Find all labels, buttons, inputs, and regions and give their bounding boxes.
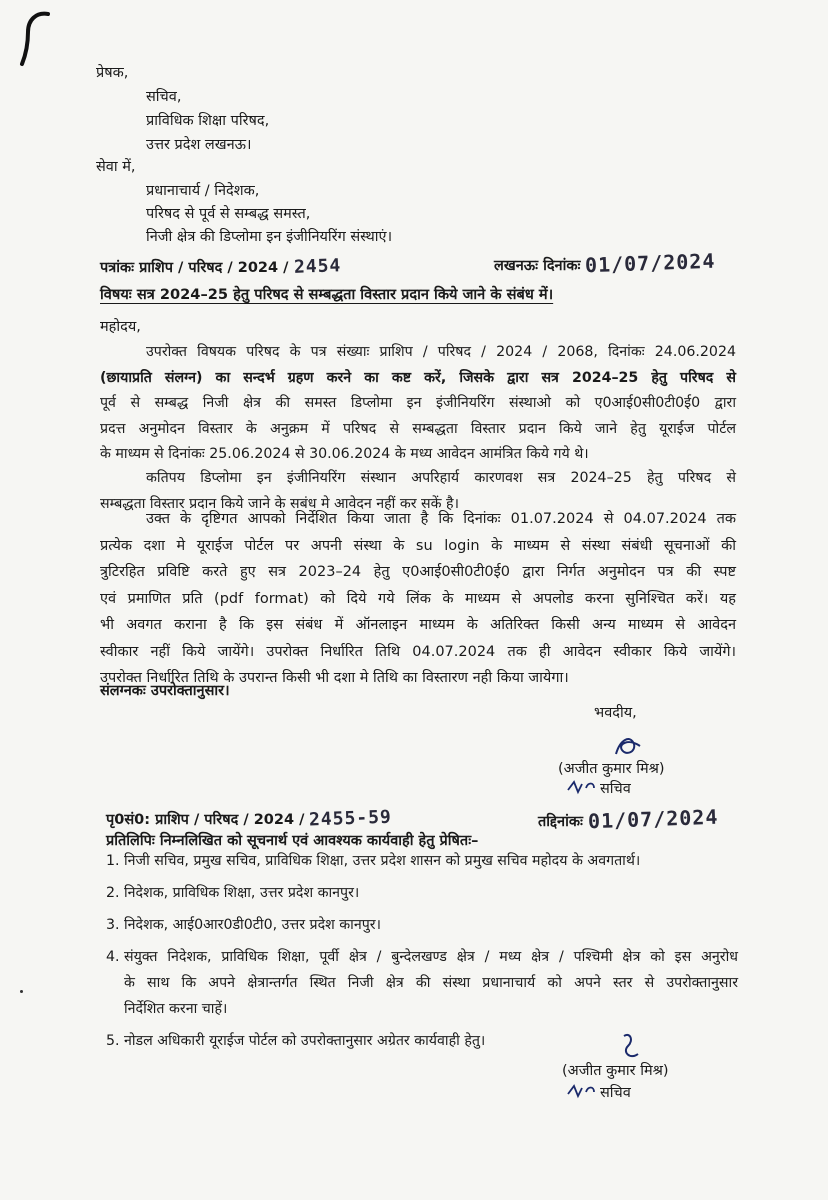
copy-ref-number: 2455-59 (309, 806, 393, 831)
sender-line-2: प्राविधिक शिक्षा परिषद, (146, 113, 270, 129)
para3-line: उपरोक्त निर्धारित तिथि के उपरान्त किसी भी दशा मे तिथि का विस्तारण नही किया जायेगा। (100, 670, 569, 686)
letter-reference (100, 256, 341, 279)
list-item-text: निजी सचिव, प्रमुख सचिव, प्राविधिक शिक्षा, उत्तर प्रदेश शासन को प्रमुख सचिव महोदय के अवगतार्थ। (124, 853, 641, 869)
para1-line: (छायाप्रति संलग्न) का सन्दर्भ ग्रहण करने का कष्ट करें, जिसके द्वारा सत्र 2024–25 हेतु परिषद से (100, 369, 736, 386)
list-item-text: निदेशक, आई0आर0डी0टी0, उत्तर प्रदेश कानपुर। (124, 917, 381, 933)
list-item-text-block (124, 944, 738, 1022)
sender-line-1: सचिव, (146, 89, 182, 105)
signatory-name: (अजीत कुमार मिश्र) (562, 1063, 669, 1079)
list-item (106, 880, 738, 906)
para1-line: उपरोक्त विषयक परिषद के पत्र संख्याः प्राशिप / परिषद / 2024 / 2068, दिनांकः 24.06.2024 (146, 344, 736, 360)
signatory-title: सचिव (600, 1085, 631, 1101)
list-item-number: 4. (106, 949, 120, 965)
ref-date: 01/07/2024 (585, 248, 717, 278)
copy-ref-prefix: पृ0सं0: प्राशिप / परिषद / 2024 / (106, 812, 305, 828)
letter-date (494, 248, 717, 278)
para2-line: कतिपय डिप्लोमा इन इंजीनियरिंग संस्थान अपरिहार्य कारणवश सत्र 2024–25 हेतु परिषद से (146, 470, 736, 486)
salutation: महोदय, (100, 319, 141, 335)
para3-line: प्रत्येक दशा मे यूराईज पोर्टल पर अपनी संस्था के su login के माध्यम से संस्था संबंधी सूचनाओं की (100, 537, 736, 554)
para1-line: के माध्यम से दिनांकः 25.06.2024 से 30.06.2024 के मध्य आवेदन आमंत्रित किये गये थे। (100, 446, 589, 462)
copy-date-value: 01/07/2024 (587, 804, 719, 834)
signature-mark (606, 728, 646, 760)
para3-line: एवं प्रमाणित प्रति (pdf format) को दिये गये लिंक के माध्यम से अपलोड करना सुनिश्चित करें। यह (100, 590, 736, 607)
para1-line: प्रदत्त अनुमोदन विस्तार के अनुक्रम में परिषद से सम्बद्धता विस्तार प्रदान किये जाने हेतु यूराईज पोर्टल (100, 420, 736, 437)
copy-reference (106, 808, 392, 831)
signatory-title: सचिव (600, 781, 631, 797)
paragraph-3 (100, 506, 736, 692)
list-item-text: निदेशक, प्राविधिक शिक्षा, उत्तर प्रदेश कानपुर। (124, 885, 360, 901)
recipient-line-1: प्रधानाचार्य / निदेशक, (146, 183, 260, 199)
ref-date-prefix: लखनऊः दिनांकः (494, 258, 581, 274)
list-item-line: के साथ कि अपने क्षेत्रान्तर्गत स्थित निजी क्षेत्र की संस्था प्रधानाचार्य को अपने स्तर से उपरोक्तानुसार (124, 975, 738, 991)
para3-line: भी अवगत कराना है कि इस संबंध में ऑनलाइन माध्यम के अतिरिक्त किसी अन्य माध्यम से आवेदन (100, 617, 736, 633)
copy-date-prefix: तद्दिनांकः (538, 814, 583, 830)
initials-mark (566, 778, 596, 796)
margin-dot (20, 990, 23, 993)
list-item-number: 3. (106, 917, 120, 933)
ref-number: 2454 (293, 255, 342, 278)
list-item (106, 848, 738, 874)
para3-line: स्वीकार नहीं किये जायेंगे। उपरोक्त निर्धारित तिथि 04.07.2024 तक ही आवेदन स्वीकार किये जायेंगे। (100, 643, 736, 660)
signatory-name: (अजीत कुमार मिश्र) (558, 761, 665, 777)
list-item-number: 1. (106, 853, 120, 869)
list-item-line: संयुक्त निदेशक, प्राविधिक शिक्षा, पूर्वी क्षेत्र / बुन्देलखण्ड क्षेत्र / मध्य क्षेत्र / पश्चिमी क्षेत्र को इस अनुरोध (124, 949, 738, 965)
signature-mark (612, 1030, 648, 1064)
sender-line-3: उत्तर प्रदेश लखनऊ। (146, 137, 252, 153)
list-item-text: नोडल अधिकारी यूराईज पोर्टल को उपरोक्तानुसार अग्रेतर कार्यवाही हेतु। (124, 1033, 486, 1049)
copy-recipient-list (106, 848, 738, 1054)
enclosure-note: संलग्नकः उपरोक्तानुसार। (100, 683, 230, 699)
list-item-number: 2. (106, 885, 120, 901)
list-item (106, 944, 738, 1022)
closing: भवदीय, (594, 705, 637, 721)
ref-prefix: पत्रांकः प्राशिप / परिषद / 2024 / (100, 260, 289, 276)
copy-date (538, 804, 719, 834)
sender-label: प्रेषक, (96, 65, 129, 81)
copy-heading: प्रतिलिपिः निम्नलिखित को सूचनार्थ एवं आवश्यक कार्यवाही हेतु प्रेषितः– (106, 833, 479, 849)
para3-line: त्रुटिरहित प्रविष्टि करते हुए सत्र 2023–24 हेतु ए0आई0सी0टी0ई0 द्वारा निर्गत अनुमोदन पत्र की स्पष्ट (100, 564, 736, 580)
recipient-line-3: निजी क्षेत्र की डिप्लोमा इन इंजीनियरिंग संस्थाएं। (146, 229, 393, 245)
list-item (106, 912, 738, 938)
recipient-label: सेवा में, (96, 159, 136, 175)
para1-line: पूर्व से सम्बद्ध निजी क्षेत्र की समस्त डिप्लोमा इन इंजीनियरिंग संस्थाओ को ए0आई0सी0टी0ई0 द्वारा (100, 395, 736, 411)
initials-mark (566, 1082, 596, 1100)
corner-pen-mark (14, 10, 54, 70)
paragraph-1 (100, 340, 736, 468)
recipient-line-2: परिषद से पूर्व से सम्बद्ध समस्त, (146, 206, 311, 222)
para2-line: सम्बद्धता विस्तार प्रदान किये जाने के सबंध मे आवेदन नहीं कर सकें है। (100, 495, 459, 512)
subject-line: विषयः सत्र 2024–25 हेतु परिषद से सम्बद्धता विस्तार प्रदान किये जाने के संबंध में। (100, 286, 554, 303)
para3-line: उक्त के दृष्टिगत आपको निर्देशित किया जाता है कि दिनांकः 01.07.2024 से 04.07.2024 तक (146, 511, 736, 527)
list-item-line: निर्देशित करना चाहें। (124, 1001, 228, 1017)
list-item-number: 5. (106, 1033, 120, 1049)
